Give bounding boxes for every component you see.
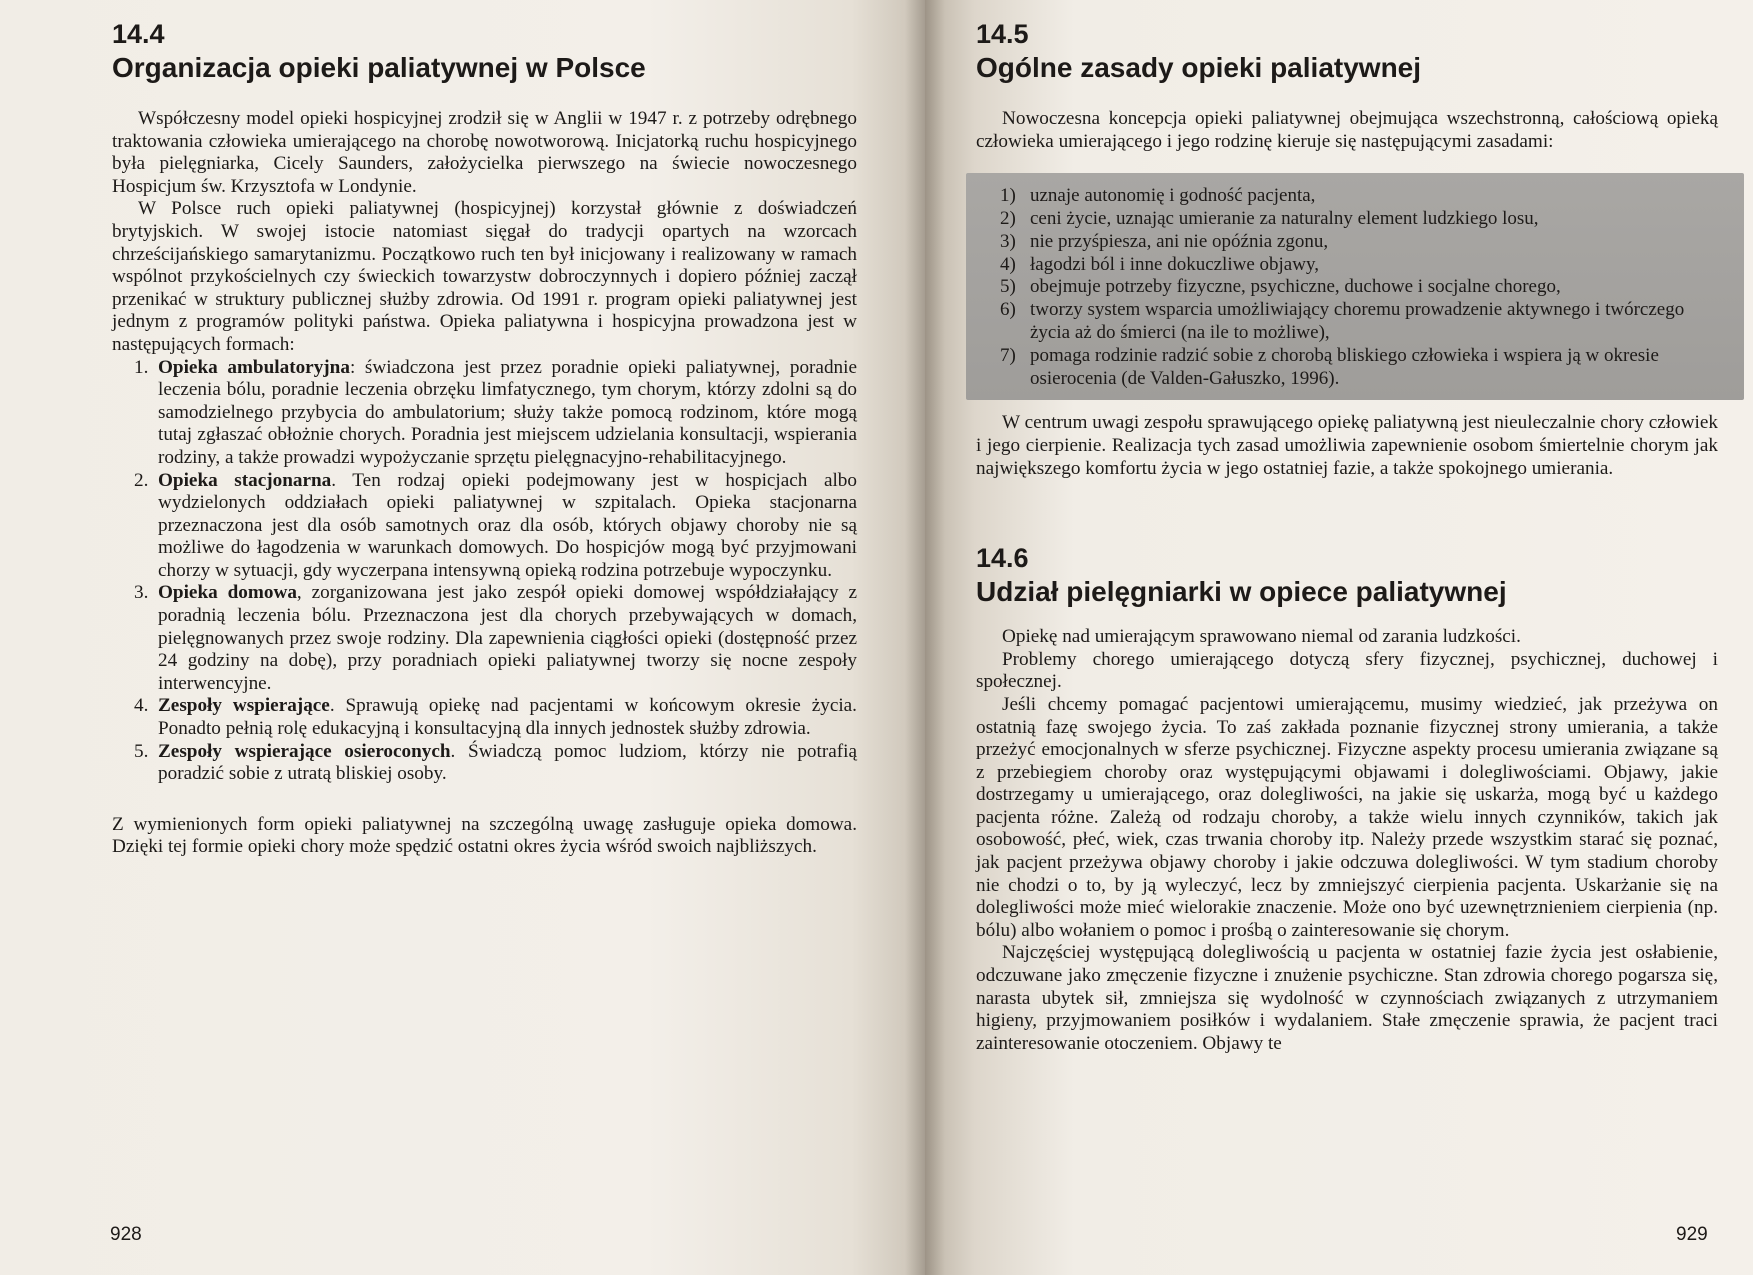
list-item-number: 5. — [134, 740, 149, 762]
section-number-14-6: 14.6 — [976, 543, 1029, 574]
list-item-text: ceni życie, uznając umieranie za naturalny element ludzkiego losu, — [1030, 207, 1539, 229]
paragraph-care-history: Opiekę nad umierającym sprawowano niemal od zarania ludzkości. — [1002, 626, 1521, 648]
list-item-number: 3. — [134, 582, 149, 604]
list-item-term: Opieka domowa — [158, 582, 297, 604]
list-item-term: Opieka ambulatoryjna — [158, 356, 350, 378]
list-item-number: 2) — [1000, 207, 1016, 229]
list-item — [1000, 230, 1718, 254]
list-item-text: tworzy system wsparcia umożliwiający choremu prowadzenie aktywnego i twórczego życia aż do śmierci (na ile to możliwe), — [1030, 299, 1685, 343]
list-item — [134, 740, 857, 786]
section-title-14-4: Organizacja opieki paliatywnej w Polsce — [112, 52, 646, 83]
list-item-text: obejmuje potrzeby fizyczne, psychiczne, duchowe i socjalne chorego, — [1030, 276, 1561, 298]
list-item-number: 1. — [134, 356, 149, 378]
page-number-right: 929 — [1676, 1224, 1708, 1245]
paragraph-history: Współczesny model opieki hospicyjnej zrodził się w Anglii w 1947 r. z potrzeby odrębnego traktowania człowieka umierającego na chorobę nowotworową. Inicjatorką ruchu hospicyjnego była pielęgniarka, Cicely Saunders, założycielka pierwszego na świecie nowoczesnego Hospicjum św. Krzysztofa w Londynie. — [112, 108, 857, 197]
section-number-14-5: 14.5 — [976, 19, 1029, 49]
list-item — [134, 695, 857, 740]
list-item — [134, 356, 857, 470]
paragraph-weakness: Najczęściej występującą dolegliwością u pacjenta w ostatniej fazie życia jest osłabienie, odczuwane jako zmęczenie fizyczne i znużenie psychiczne. Stan zdrowia chorego pogarsza się, narasta ubytek sił, zmniejsza się wydolność w czynnościach związanych z utrzymaniem higieny, przyjmowaniem posiłków i wydalaniem. Stałe zmęczenie sprawia, że pacjent traci zainteresowanie otoczeniem. Objawy te — [976, 942, 1718, 1054]
list-item-text: . Świadczą pomoc ludziom, którzy nie potrafią poradzić sobie z utratą bliskiej osoby. — [158, 740, 857, 785]
section-number-14-4: 14.4 — [112, 19, 165, 49]
section-title-14-5: Ogólne zasady opieki paliatywnej — [976, 52, 1422, 83]
list-item-number: 4) — [1000, 253, 1016, 275]
list-item-text: łagodzi ból i inne dokuczliwe objawy, — [1030, 253, 1319, 275]
page-number-left: 928 — [110, 1224, 142, 1245]
list-item-text: nie przyśpiesza, ani nie opóźnia zgonu, — [1030, 230, 1329, 252]
list-item-term: Zespoły wspierające — [158, 695, 330, 717]
principles-box — [966, 173, 1744, 400]
list-item — [1000, 185, 1718, 208]
list-item-number: 7) — [1000, 344, 1016, 366]
list-item-text: uznaje autonomię i godność pacjenta, — [1030, 185, 1316, 207]
list-item-term: Opieka stacjonarna — [158, 469, 332, 491]
list-item-text: , zorganizowana jest jako zespół opieki domowej współdziałający z poradnią leczenia bólu. Przeznaczona jest dla chorych przebywających w domach, pielęgnowanych przez swoje rodziny. Dla zapewnienia ciągłości opieki (dostępność przez 24 godziny na dobę), przy poradniach opieki paliatywnej tworzy się nocne zespoły interwencyjne. — [158, 582, 857, 694]
paragraph-poland: W Polsce ruch opieki paliatywnej (hospicyjnej) korzystał głównie z doświadczeń brytyjskich. W swojej istocie natomiast sięgał do tradycji opartych na wzorcach chrześcijańskiego samarytanizmu. Początkowo ruch ten był inicjowany i realizowany w ramach wspólnot przykościelnych czy świeckich towarzystw dobroczynnych i dopiero później zaczął przenikać w struktury publicznej służby zdrowia. Od 1991 r. program opieki paliatywnej jest jednym z programów polityki państwa. Opieka paliatywna i hospicyjna prowadzona jest w następujących formach: — [112, 198, 857, 355]
list-item — [1000, 344, 1718, 391]
paragraph-home-care: Z wymienionych form opieki paliatywnej na szczególną uwagę zasługuje opieka domowa. Dzięki tej formie opieki chory może spędzić ostatni okres życia wśród swoich najbliższych. — [112, 813, 857, 858]
list-item — [134, 582, 857, 695]
list-item — [1000, 207, 1718, 231]
paragraph-problems: Problemy chorego umierającego dotyczą sfery fizycznej, psychicznej, duchowej i społecznej. — [976, 648, 1718, 693]
right-page — [925, 0, 1753, 1275]
list-item — [1000, 299, 1718, 345]
list-item-text: . Ten rodzaj opieki podejmowany jest w hospicjach albo wydzielonych oddziałach opieki paliatywnej w szpitalach. Opieka stacjonarna przeznaczona jest dla osób samotnych oraz dla osób, których objawy choroby nie są możliwe do łagodzenia w warunkach domowych. Do hospicjów mogą być przyjmowani chorzy w sytuacji, gdy wyczerpana intensywną opieką rodzina potrzebuje wypoczynku. — [158, 469, 857, 581]
list-item-term: Zespoły wspierające osieroconych — [158, 740, 451, 762]
list-item-number: 2. — [134, 469, 149, 491]
list-item-number: 5) — [1000, 276, 1016, 298]
care-forms-list — [112, 357, 857, 786]
list-item-number: 4. — [134, 695, 149, 717]
list-item — [1000, 253, 1718, 277]
list-item — [1000, 276, 1718, 299]
list-item-text: : świadczona jest przez poradnie opieki paliatywnej, poradnie leczenia bólu, poradnie leczenia obrzęku limfatycznego, tym chorym, którzy zdolni są do samodzielnego przybycia do ambulatorium; służy także pomocą rodzinom, które mogą tutaj zgłaszać obłożnie chorych. Poradnia jest miejscem udzielania konsultacji, wspierania rodziny, a także prowadzi wypożyczanie sprzętu pielęgnacyjno-rehabilitacyjnego. — [158, 356, 857, 468]
list-item — [134, 469, 857, 583]
list-item-number: 3) — [1000, 230, 1016, 252]
list-item-text: pomaga rodzinie radzić sobie z chorobą bliskiego człowieka i wspiera ją w okresie osierocenia (de Valden-Gałuszko, 1996). — [1030, 344, 1659, 389]
list-item-number: 1) — [1000, 185, 1016, 207]
section-title-14-6: Udział pielęgniarki w opiece paliatywnej — [976, 576, 1507, 608]
right-page-content — [976, 18, 1718, 1055]
paragraph-principles-intro: Nowoczesna koncepcja opieki paliatywnej obejmująca wszechstronną, całościową opieką człowieka umierającego i jego rodzinę kieruje się następującymi zasadami: — [976, 108, 1718, 152]
paragraph-dying-experience: Jeśli chcemy pomagać pacjentowi umierającemu, musimy wiedzieć, jak przeżywa on ostatnią fazę swojego życia. To zaś zakłada poznanie fizycznej strony umierania, a także przeżyć emocjonalnych w sferze psychicznej. Fizyczne aspekty procesu umierania związane są z przebiegiem choroby oraz występującymi objawami i dolegliwościami. Objawy, jakie dostrzegamy u umierającego, oraz dolegliwości, na jakie się uskarża, mogą być u każdego pacjenta różne. Zależą od rodzaju choroby, a także wielu innych czynników, takich jak osobowość, płeć, wiek, czas trwania choroby itp. Należy przede wszystkim starać się poznać, jak pacjent przeżywa objawy choroby i jakie odczuwa dolegliwości. W tym stadium choroby nie chodzi o to, by ją wyleczyć, lecz by zmniejszyć cierpienia pacjenta. Uskarżanie się na dolegliwości może mieć wielorakie znaczenie. Może ono być uzewnętrznieniem cierpienia (np. bólu) albo wołaniem o pomoc i prośbą o zainteresowanie się chorym. — [976, 693, 1718, 941]
list-item-text: . Sprawują opiekę nad pacjentami w końcowym okresie życia. Ponadto pełnią rolę edukacyjną i konsultacyjną dla innych jednostek służby zdrowia. — [158, 695, 857, 740]
section-14-6 — [976, 542, 1718, 1055]
paragraph-team-focus: W centrum uwagi zespołu sprawującego opiekę paliatywną jest nieuleczalnie chory człowiek i jego cierpienie. Realizacja tych zasad umożliwia zapewnienie osobom śmiertelnie chorym jak największego komfortu życia w jego ostatniej fazie, a także spokojnego umierania. — [976, 412, 1718, 479]
list-item-number: 6) — [1000, 299, 1016, 321]
left-page-content — [112, 18, 857, 859]
principles-list — [1000, 185, 1718, 390]
